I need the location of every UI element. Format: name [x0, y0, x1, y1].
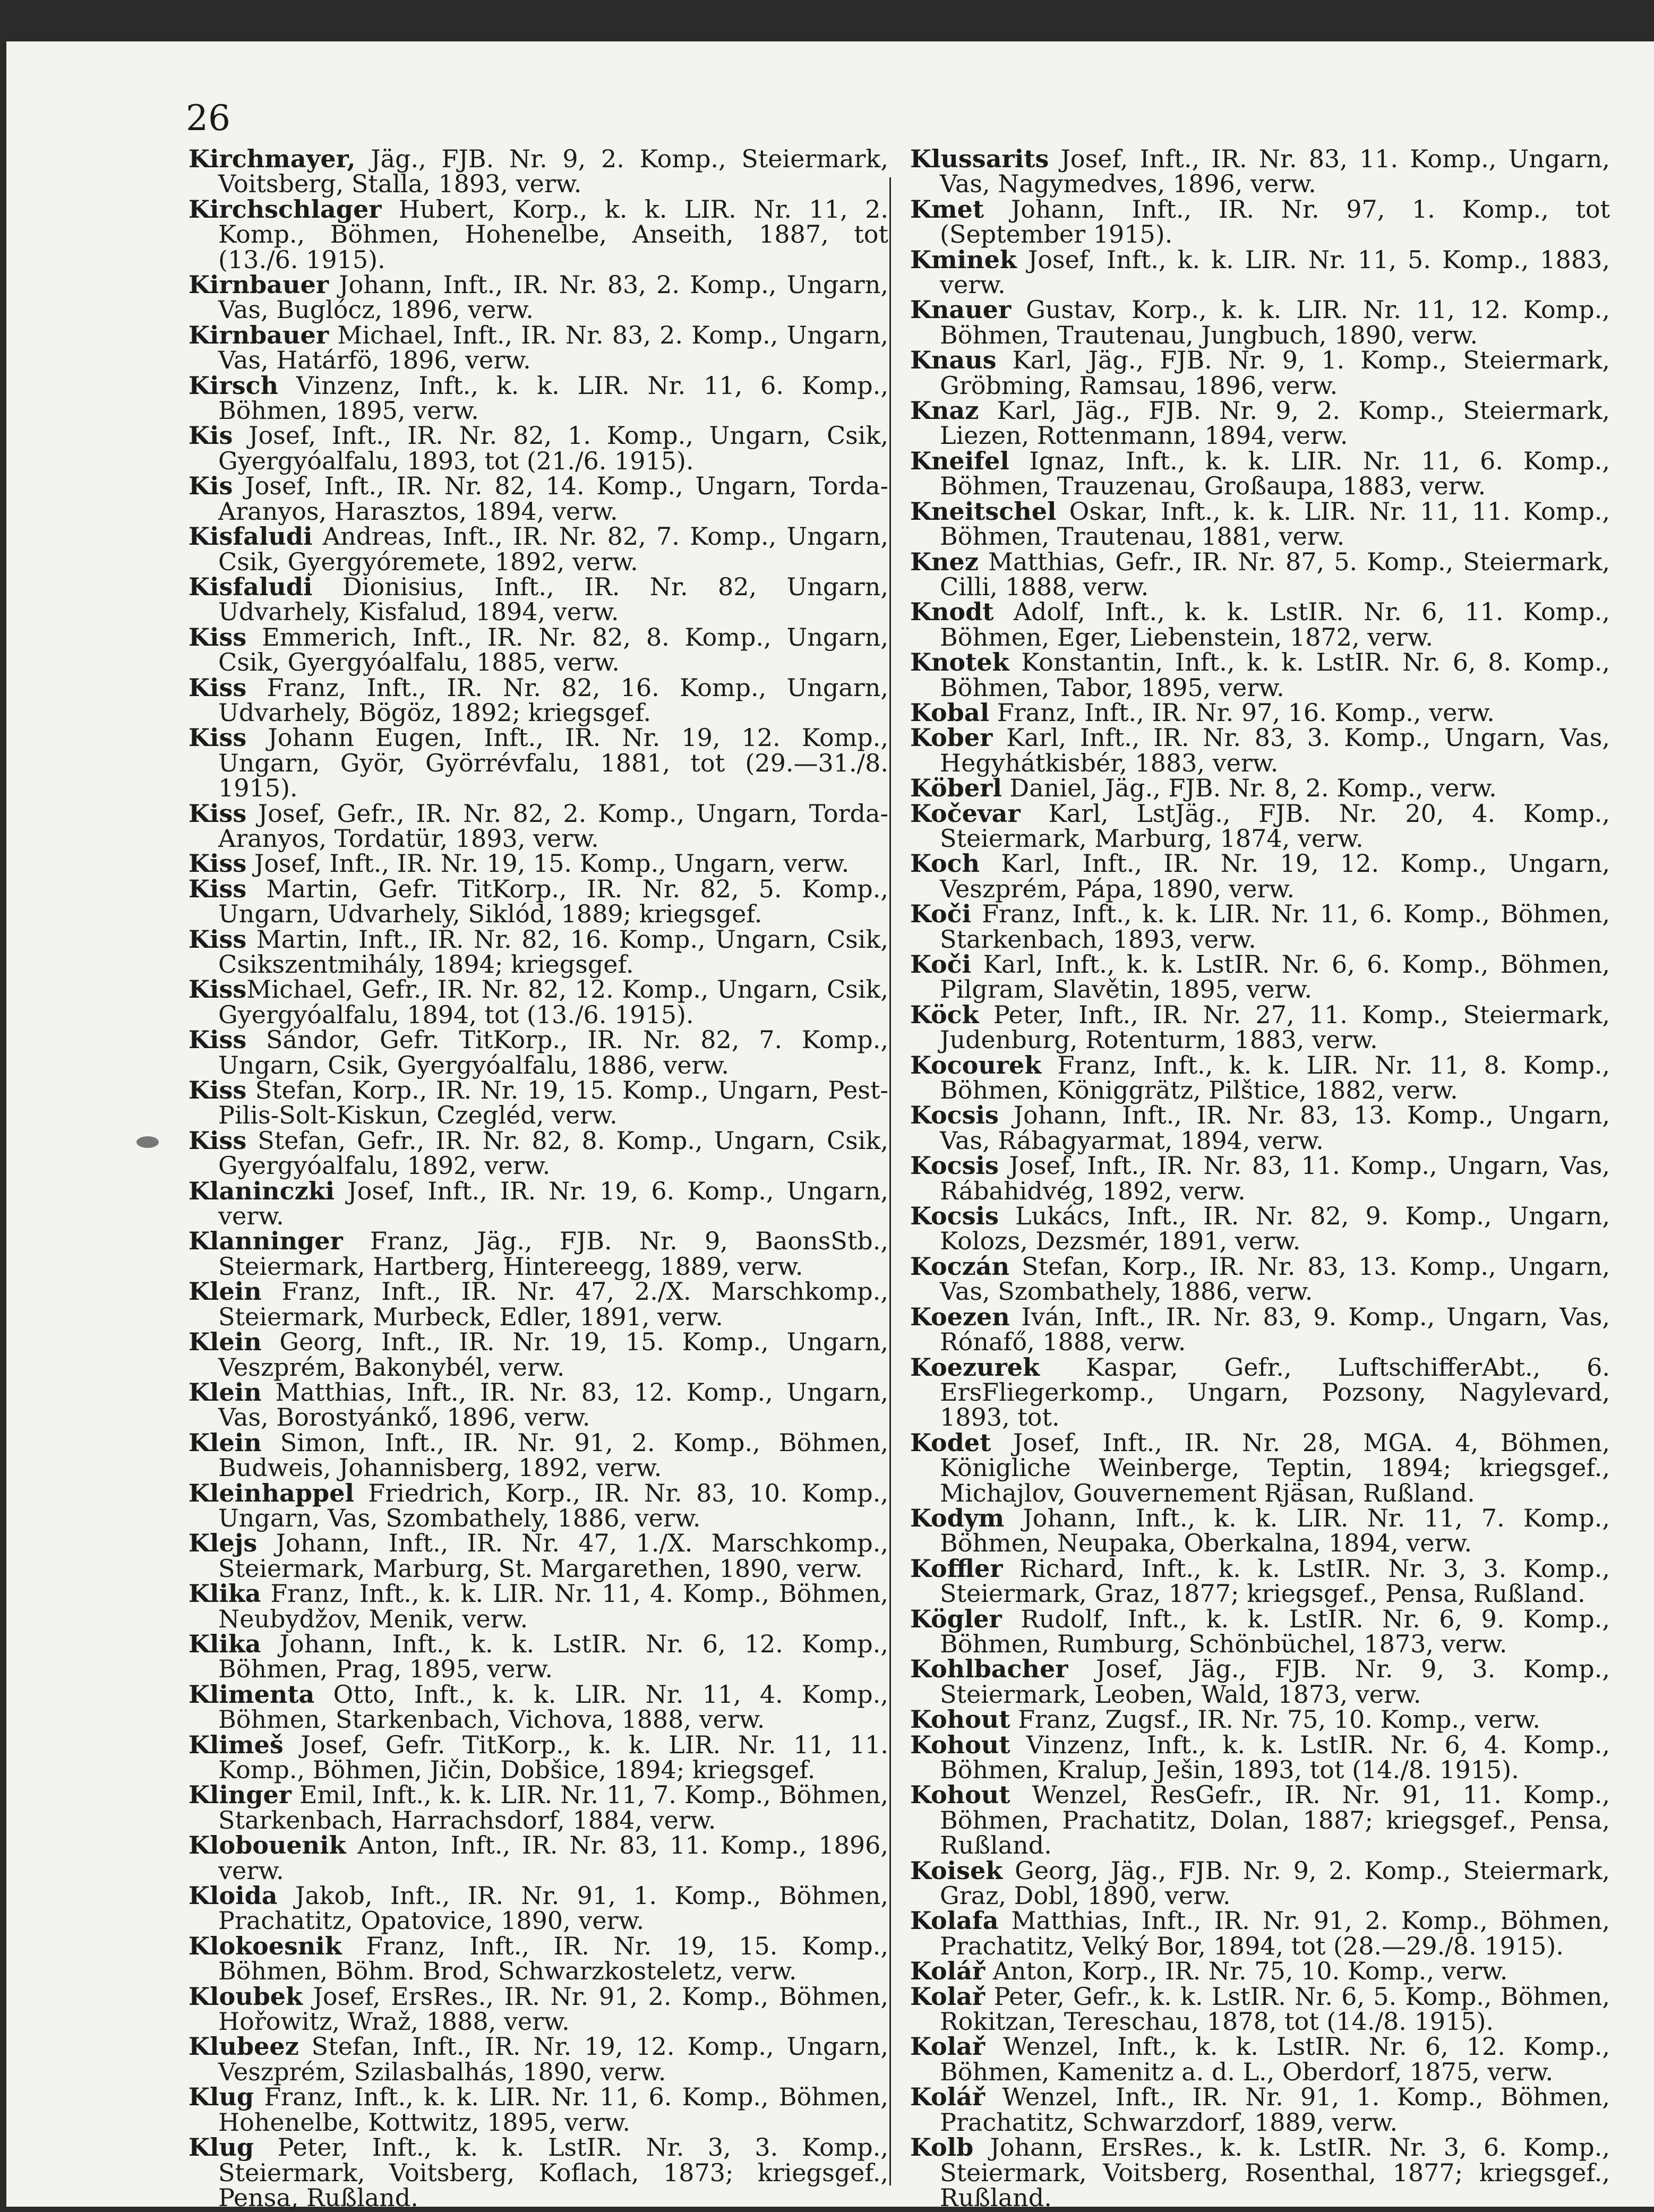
list-entry	[910, 446, 1610, 501]
entry-surname: Köck	[910, 1000, 979, 1029]
entry-surname: Klejs	[188, 1529, 258, 1558]
entry-surname: Kirsch	[188, 371, 279, 400]
entry-surname: Klein	[188, 1327, 262, 1357]
list-entry	[188, 194, 888, 274]
entry-surname: Knauer	[910, 295, 1012, 324]
entry-surname: Kohout	[910, 1730, 1010, 1759]
entry-surname: Kolb	[910, 2133, 974, 2162]
entry-surname: Kocsis	[910, 1202, 999, 1231]
entry-details: Emmerich, Inft., IR. Nr. 82, 8. Komp., Ungarn, Csik, Gyergyóalfalu, 1885, verw.	[218, 622, 888, 677]
entry-details: Matthias, Inft., IR. Nr. 83, 12. Komp., Ungarn, Vas, Borostyánkő, 1896, verw.	[218, 1377, 888, 1432]
entry-surname: Kiss	[188, 1076, 247, 1105]
entry-details: Jäg., FJB. Nr. 9, 2. Komp., Steiermark, Voitsberg, Stalla, 1893, verw.	[218, 144, 888, 199]
entry-details: Karl, Inft., IR. Nr. 19, 12. Komp., Ungarn, Veszprém, Pápa, 1890, verw.	[940, 849, 1610, 903]
entry-surname: Kodet	[910, 1428, 991, 1457]
list-entry	[910, 1959, 1610, 1984]
entry-surname: Kolář	[910, 1957, 985, 1986]
list-entry	[910, 700, 1610, 725]
list-entry	[910, 1707, 1610, 1732]
list-entry	[910, 776, 1610, 801]
entry-surname: Kirchschlager	[188, 194, 382, 224]
entry-details: Josef, Inft., IR. Nr. 28, MGA. 4, Böhmen, Königliche Weinberge, Teptin, 1894; kriegsgef., Michajlov, Gouvernement Rjäsan, Rußland.	[940, 1428, 1610, 1507]
list-entry	[188, 144, 888, 199]
list-entry	[910, 2135, 1610, 2210]
entry-details: Otto, Inft., k. k. LIR. Nr. 11, 4. Komp., Böhmen, Starkenbach, Vichova, 1888, verw.	[218, 1679, 888, 1734]
list-entry	[910, 650, 1610, 700]
list-entry	[188, 1531, 888, 1581]
list-entry	[188, 622, 888, 677]
list-entry	[910, 725, 1610, 776]
list-entry	[910, 247, 1610, 298]
entry-surname: Koezurek	[910, 1352, 1040, 1382]
list-entry	[188, 1327, 888, 1382]
list-entry	[910, 398, 1610, 449]
entry-details: Martin, Gefr. TitKorp., IR. Nr. 82, 5. Komp., Ungarn, Udvarhely, Siklód, 1889; kriegsgef.	[218, 874, 888, 929]
entry-surname: Klobouenik	[188, 1831, 346, 1860]
list-entry	[188, 1833, 888, 1883]
entry-details: Johann Eugen, Inft., IR. Nr. 19, 12. Komp., Ungarn, Györ, Györrévfalu, 1881, tot (29.—31./8. 1915).	[218, 723, 888, 803]
list-entry	[910, 1153, 1610, 1204]
entry-surname: Kisfaludi	[188, 572, 313, 601]
page-number: 26	[186, 98, 230, 139]
list-entry	[910, 1984, 1610, 2035]
entry-details: Andreas, Inft., IR. Nr. 82, 7. Komp., Ungarn, Csik, Gyergyóremete, 1892, verw.	[218, 522, 888, 576]
entry-surname: Kirnbauer	[188, 320, 329, 349]
list-entry	[910, 1556, 1610, 1607]
list-entry	[910, 1604, 1610, 1658]
entry-details: Franz, Inft., k. k. LIR. Nr. 11, 8. Komp., Böhmen, Königgrätz, Pilštice, 1882, verw.	[940, 1050, 1610, 1105]
entry-details: Franz, Inft., IR. Nr. 47, 2./X. Marschkomp., Steiermark, Murbeck, Edler, 1891, verw.	[218, 1277, 888, 1331]
list-entry	[910, 899, 1610, 954]
entry-details: Franz, Inft., k. k. LIR. Nr. 11, 6. Komp., Böhmen, Starkenbach, 1893, verw.	[940, 899, 1610, 954]
entry-surname: Kiss	[188, 975, 247, 1004]
entry-surname: Kiss	[188, 622, 247, 651]
list-entry	[910, 2034, 1610, 2085]
entry-details: Lukács, Inft., IR. Nr. 82, 9. Komp., Ungarn, Kolozs, Dezsmér, 1891, verw.	[940, 1202, 1610, 1256]
list-entry	[910, 1002, 1610, 1053]
entry-surname: Kis	[188, 471, 233, 501]
entry-details: Peter, Inft., k. k. LstIR. Nr. 3, 3. Komp., Steiermark, Voitsberg, Koflach, 1873; kriegsgef., Pensa, Rußland.	[218, 2133, 888, 2212]
entry-details: Josef, Inft., IR. Nr. 19, 6. Komp., Ungarn, verw.	[218, 1176, 888, 1231]
entry-details: Michael, Inft., IR. Nr. 83, 2. Komp., Ungarn, Vas, Határfö, 1896, verw.	[218, 320, 888, 375]
entry-details: Stefan, Inft., IR. Nr. 19, 12. Komp., Ungarn, Veszprém, Szilasbalhás, 1890, verw.	[218, 2032, 888, 2086]
entry-surname: Klein	[188, 1428, 262, 1457]
list-entry	[188, 1782, 888, 1833]
entry-surname: Knez	[910, 547, 979, 576]
list-entry	[188, 1984, 888, 2035]
list-entry	[188, 1883, 888, 1934]
entry-details: Friedrich, Korp., IR. Nr. 83, 10. Komp., Ungarn, Vas, Szombathely, 1886, verw.	[218, 1478, 888, 1532]
entry-details: Anton, Korp., IR. Nr. 75, 10. Komp., verw.	[985, 1957, 1508, 1986]
list-entry	[910, 851, 1610, 902]
entry-surname: Köberl	[910, 774, 1002, 803]
list-entry	[188, 2082, 888, 2137]
list-entry	[910, 1782, 1610, 1858]
list-entry	[910, 144, 1610, 199]
entry-details: Vinzenz, Inft., k. k. LstIR. Nr. 6, 4. Komp., Böhmen, Kralup, Ješin, 1893, tot (14./8. 1915).	[940, 1730, 1610, 1784]
list-entry	[188, 1730, 888, 1784]
entry-details: Oskar, Inft., k. k. LIR. Nr. 11, 11. Komp., Böhmen, Trautenau, 1881, verw.	[940, 496, 1610, 551]
entry-details: Karl, LstJäg., FJB. Nr. 20, 4. Komp., Steiermark, Marburg, 1874, verw.	[940, 799, 1610, 853]
entry-surname: Kohout	[910, 1705, 1010, 1734]
entry-details: Dionisius, Inft., IR. Nr. 82, Ungarn, Udvarhely, Kisfalud, 1894, verw.	[218, 572, 888, 627]
list-entry	[910, 1050, 1610, 1105]
entry-surname: Klika	[188, 1579, 261, 1608]
entry-details: Martin, Inft., IR. Nr. 82, 16. Komp., Ungarn, Csik, Csikszentmihály, 1894; kriegsgef.	[218, 924, 888, 979]
entry-details: Karl, Inft., IR. Nr. 83, 3. Komp., Ungarn, Vas, Hegyhátkisbér, 1883, verw.	[940, 723, 1610, 777]
list-entry	[188, 572, 888, 627]
entry-details: Iván, Inft., IR. Nr. 83, 9. Komp., Ungarn, Vas, Rónafő, 1888, verw.	[940, 1302, 1610, 1357]
entry-surname: Kocourek	[910, 1050, 1042, 1079]
entry-details: Sándor, Gefr. TitKorp., IR. Nr. 82, 7. Komp., Ungarn, Csik, Gyergyóalfalu, 1886, verw.	[218, 1025, 888, 1079]
entry-details: Peter, Gefr., k. k. LstIR. Nr. 6, 5. Komp., Böhmen, Rokitzan, Tereschau, 1878, tot (14./8. 1915).	[940, 1982, 1610, 2036]
entry-details: Kaspar, Gefr., LuftschifferAbt., 6. ErsFliegerkomp., Ungarn, Pozsony, Nagylevard, 1893, tot.	[940, 1352, 1610, 1432]
entry-details: Josef, Jäg., FJB. Nr. 9, 3. Komp., Steiermark, Leoben, Wald, 1873, verw.	[940, 1654, 1610, 1709]
entry-surname: Kiss	[188, 1126, 247, 1155]
list-entry	[188, 1176, 888, 1231]
entry-surname: Knaus	[910, 346, 997, 375]
list-entry	[910, 348, 1610, 398]
entry-details: Wenzel, Inft., IR. Nr. 91, 1. Komp., Böhmen, Prachatitz, Schwarzdorf, 1889, verw.	[940, 2082, 1610, 2137]
entry-surname: Klimeš	[188, 1730, 284, 1759]
entry-details: Simon, Inft., IR. Nr. 91, 2. Komp., Böhmen, Budweis, Johannisberg, 1892, verw.	[218, 1428, 888, 1482]
list-entry	[188, 874, 888, 929]
left-column	[188, 144, 888, 2212]
list-entry	[188, 423, 888, 474]
list-entry	[188, 675, 888, 726]
entry-surname: Kisfaludi	[188, 522, 313, 551]
entry-details: Josef, Gefr., IR. Nr. 82, 2. Komp., Ungarn, Torda-Aranyos, Tordatür, 1893, verw.	[218, 799, 888, 853]
entry-details: Franz, Inft., IR. Nr. 82, 16. Komp., Ungarn, Udvarhely, Bögöz, 1892; kriegsgef.	[218, 673, 888, 727]
entry-surname: Koči	[910, 899, 972, 929]
list-entry	[910, 952, 1610, 1002]
entry-surname: Kmet	[910, 194, 984, 224]
entry-details: Johann, Inft., k. k. LIR. Nr. 11, 7. Komp., Böhmen, Neupaka, Oberkalna, 1894, verw.	[940, 1503, 1610, 1558]
entry-details: Johann, Inft., IR. Nr. 83, 2. Komp., Ungarn, Vas, Buglócz, 1896, verw.	[218, 270, 888, 324]
entry-details: Johann, Inft., IR. Nr. 83, 13. Komp., Ungarn, Vas, Rábagyarmat, 1894, verw.	[940, 1101, 1610, 1155]
entry-details: Jakob, Inft., IR. Nr. 91, 1. Komp., Böhmen, Prachatitz, Opatovice, 1890, verw.	[218, 1881, 888, 1935]
entry-surname: Koči	[910, 950, 972, 979]
list-entry	[188, 1629, 888, 1684]
entry-details: Josef, Inft., IR. Nr. 19, 15. Komp., Ungarn, verw.	[246, 849, 850, 878]
entry-surname: Kiss	[188, 723, 247, 752]
entry-details: Karl, Jäg., FJB. Nr. 9, 2. Komp., Steiermark, Liezen, Rottenmann, 1894, verw.	[940, 396, 1610, 450]
list-entry	[188, 373, 888, 424]
entry-details: Stefan, Korp., IR. Nr. 83, 13. Komp., Ungarn, Vas, Szombathely, 1886, verw.	[940, 1251, 1610, 1306]
entry-details: Georg, Inft., IR. Nr. 19, 15. Komp., Ungarn, Veszprém, Bakonybél, verw.	[218, 1327, 888, 1382]
entry-details: Johann, Inft., IR. Nr. 47, 1./X. Marschkomp., Steiermark, Marburg, St. Margarethen, 1890, verw.	[218, 1529, 888, 1583]
entry-surname: Klug	[188, 2133, 254, 2162]
list-entry	[188, 471, 888, 526]
entry-details: Matthias, Inft., IR. Nr. 91, 2. Komp., Böhmen, Prachatitz, Velký Bor, 1894, tot (28.—29./8. 1915).	[940, 1906, 1610, 1960]
entry-details: Franz, Inft., IR. Nr. 97, 16. Komp., verw.	[989, 698, 1495, 727]
list-entry	[188, 977, 888, 1027]
entry-details: Ignaz, Inft., k. k. LIR. Nr. 11, 6. Komp., Böhmen, Trauzenau, Großaupa, 1883, verw.	[940, 446, 1610, 501]
list-entry	[910, 1430, 1610, 1506]
list-entry	[188, 524, 888, 575]
entry-details: Adolf, Inft., k. k. LstIR. Nr. 6, 11. Komp., Böhmen, Eger, Liebenstein, 1872, verw.	[940, 597, 1610, 651]
list-entry	[910, 1908, 1610, 1959]
entry-surname: Knaz	[910, 396, 979, 425]
entry-surname: Kögler	[910, 1604, 1002, 1633]
entry-details: Johann, Inft., IR. Nr. 97, 1. Komp., tot (September 1915).	[940, 194, 1610, 249]
list-entry	[188, 924, 888, 979]
list-entry	[188, 320, 888, 375]
entry-surname: Kiss	[188, 1025, 247, 1054]
entry-surname: Kocsis	[910, 1101, 999, 1130]
list-entry	[910, 1730, 1610, 1784]
entry-surname: Klanninger	[188, 1227, 343, 1256]
list-entry	[188, 1128, 888, 1179]
scanned-page	[6, 41, 1654, 2212]
entry-details: Anton, Inft., IR. Nr. 83, 11. Komp., 1896, verw.	[218, 1831, 888, 1885]
entry-details: Richard, Inft., k. k. LstIR. Nr. 3, 3. Komp., Steiermark, Graz, 1877; kriegsgef., Pensa, Rußland.	[940, 1554, 1610, 1608]
entry-details: Karl, Inft., k. k. LstIR. Nr. 6, 6. Komp., Böhmen, Pilgram, Slavětin, 1895, verw.	[940, 950, 1610, 1004]
entry-surname: Klokoesnik	[188, 1931, 342, 1960]
entry-details: Georg, Jäg., FJB. Nr. 9, 2. Komp., Steiermark, Graz, Dobl, 1890, verw.	[940, 1856, 1610, 1910]
list-entry	[910, 297, 1610, 348]
list-entry	[188, 1581, 888, 1632]
entry-details: Johann, Inft., k. k. LstIR. Nr. 6, 12. Komp., Böhmen, Prag, 1895, verw.	[218, 1629, 888, 1684]
entry-surname: Kloubek	[188, 1982, 303, 2011]
entry-details: Josef, Inft., IR. Nr. 82, 1. Komp., Ungarn, Csik, Gyergyóalfalu, 1893, tot (21./6. 1915).	[218, 421, 888, 475]
entry-details: Emil, Inft., k. k. LIR. Nr. 11, 7. Komp., Böhmen, Starkenbach, Harrachsdorf, 1884, verw.	[218, 1780, 888, 1834]
entry-surname: Knotek	[910, 648, 1009, 677]
list-entry	[188, 1027, 888, 1078]
entry-details: Johann, ErsRes., k. k. LstIR. Nr. 3, 6. Komp., Steiermark, Voitsberg, Rosenthal, 1877; kriegsgef., Rußland.	[940, 2133, 1610, 2212]
entry-surname: Kohout	[910, 1780, 1010, 1810]
list-entry	[910, 1204, 1610, 1254]
entry-surname: Kolafa	[910, 1906, 999, 1935]
entry-details: Matthias, Gefr., IR. Nr. 87, 5. Komp., Steiermark, Cilli, 1888, verw.	[940, 547, 1610, 601]
list-entry	[188, 1478, 888, 1532]
right-column	[910, 144, 1610, 2212]
list-entry	[188, 1679, 888, 1734]
list-entry	[188, 1229, 888, 1279]
entry-details: Josef, Inft., IR. Nr. 83, 11. Komp., Ungarn, Vas, Rábahidvég, 1892, verw.	[940, 1151, 1610, 1205]
entry-surname: Kodym	[910, 1503, 1005, 1532]
entry-surname: Kiss	[188, 673, 247, 702]
entry-surname: Kminek	[910, 245, 1017, 274]
entry-surname: Klein	[188, 1277, 262, 1306]
entry-surname: Kocsis	[910, 1151, 999, 1180]
entry-surname: Kočevar	[910, 799, 1021, 828]
entry-surname: Kolař	[910, 1982, 985, 2011]
list-entry	[188, 1279, 888, 1330]
entry-surname: Kiss	[188, 849, 247, 878]
list-entry	[188, 1430, 888, 1481]
list-entry	[910, 1302, 1610, 1357]
entry-surname: Kolář	[910, 2082, 985, 2112]
entry-details: Konstantin, Inft., k. k. LstIR. Nr. 6, 8. Komp., Böhmen, Tabor, 1895, verw.	[940, 648, 1610, 702]
list-entry	[188, 725, 888, 801]
entry-surname: Koisek	[910, 1856, 1003, 1885]
list-entry	[910, 1352, 1610, 1432]
list-entry	[910, 547, 1610, 601]
entry-surname: Klika	[188, 1629, 261, 1658]
entry-surname: Koch	[910, 849, 980, 878]
list-entry	[910, 1858, 1610, 1909]
entry-surname: Klaninczki	[188, 1176, 335, 1205]
entry-details: Wenzel, ResGefr., IR. Nr. 91, 11. Komp., Böhmen, Prachatitz, Dolan, 1887; kriegsgef., Pensa, Rußland.	[940, 1780, 1610, 1860]
entry-surname: Koezen	[910, 1302, 1010, 1331]
list-entry	[910, 801, 1610, 852]
entry-details: Franz, Inft., k. k. LIR. Nr. 11, 6. Komp., Böhmen, Hohenelbe, Kottwitz, 1895, verw.	[218, 2082, 888, 2137]
entry-details: Hubert, Korp., k. k. LIR. Nr. 11, 2. Komp., Böhmen, Hohenelbe, Anseith, 1887, tot (13./6. 1915).	[218, 194, 888, 274]
entry-details: Stefan, Korp., IR. Nr. 19, 15. Komp., Ungarn, Pest-Pilis-Solt-Kiskun, Czegléd, verw.	[218, 1076, 888, 1130]
entry-surname: Kneifel	[910, 446, 1009, 475]
list-entry	[910, 1654, 1610, 1709]
entry-surname: Klein	[188, 1377, 262, 1407]
entry-details: Vinzenz, Inft., k. k. LIR. Nr. 11, 6. Komp., Böhmen, 1895, verw.	[218, 371, 888, 425]
entry-details: Wenzel, Inft., k. k. LstIR. Nr. 6, 12. Komp., Böhmen, Kamenitz a. d. L., Oberdorf, 1875, verw.	[940, 2032, 1610, 2086]
entry-surname: Kloida	[188, 1881, 278, 1910]
entry-details: Franz, Inft., k. k. LIR. Nr. 11, 4. Komp., Böhmen, Neubydžov, Menik, verw.	[218, 1579, 888, 1633]
entry-details: Franz, Inft., IR. Nr. 19, 15. Komp., Böhmen, Böhm. Brod, Schwarzkosteletz, verw.	[218, 1931, 888, 1986]
list-entry	[188, 851, 888, 876]
entry-details: Josef, Gefr. TitKorp., k. k. LIR. Nr. 11, 11. Komp., Böhmen, Jičin, Dobšice, 1894; kriegsgef.	[218, 1730, 888, 1784]
entry-surname: Klug	[188, 2082, 254, 2112]
entry-surname: Kiss	[188, 799, 247, 828]
list-entry	[188, 2135, 888, 2210]
entry-surname: Klimenta	[188, 1679, 315, 1709]
list-entry	[188, 801, 888, 852]
entry-surname: Kober	[910, 723, 993, 752]
list-entry	[188, 1078, 888, 1128]
entry-surname: Koffler	[910, 1554, 1003, 1583]
entry-surname: Kohlbacher	[910, 1654, 1068, 1684]
list-entry	[910, 2082, 1610, 2137]
entry-surname: Kiss	[188, 874, 247, 903]
entry-surname: Kiss	[188, 924, 247, 954]
list-entry	[910, 1503, 1610, 1558]
ink-blot	[136, 1136, 159, 1148]
list-entry	[188, 1931, 888, 1986]
entry-details: Josef, ErsRes., IR. Nr. 91, 2. Komp., Böhmen, Hořowitz, Wraž, 1888, verw.	[218, 1982, 888, 2036]
entry-details: Josef, Inft., IR. Nr. 82, 14. Komp., Ungarn, Torda-Aranyos, Harasztos, 1894, verw.	[218, 471, 888, 526]
entry-details: Rudolf, Inft., k. k. LstIR. Nr. 6, 9. Komp., Böhmen, Rumburg, Schönbüchel, 1873, verw.	[940, 1604, 1610, 1658]
entry-surname: Kneitschel	[910, 496, 1057, 526]
entry-surname: Kirchmayer,	[188, 144, 356, 173]
entry-details: Franz, Zugsf., IR. Nr. 75, 10. Komp., verw.	[1010, 1705, 1540, 1734]
entry-surname: Knodt	[910, 597, 994, 627]
entry-details: Josef, Inft., IR. Nr. 83, 11. Komp., Ungarn, Vas, Nagymedves, 1896, verw.	[940, 144, 1610, 199]
entry-surname: Kis	[188, 421, 233, 450]
entry-details: Daniel, Jäg., FJB. Nr. 8, 2. Komp., verw.	[1001, 774, 1497, 803]
entry-surname: Klubeez	[188, 2032, 299, 2061]
entry-details: Gustav, Korp., k. k. LIR. Nr. 11, 12. Komp., Böhmen, Trautenau, Jungbuch, 1890, verw.	[940, 295, 1610, 349]
entry-surname: Kirnbauer	[188, 270, 329, 299]
list-entry	[188, 1377, 888, 1432]
list-entry	[188, 272, 888, 323]
entry-details: Peter, Inft., IR. Nr. 27, 11. Komp., Steiermark, Judenburg, Rotenturm, 1883, verw.	[940, 1000, 1610, 1054]
entry-details: Franz, Jäg., FJB. Nr. 9, BaonsStb., Steiermark, Hartberg, Hintereegg, 1889, verw.	[218, 1227, 888, 1281]
column-divider	[889, 177, 891, 2185]
entry-surname: Kobal	[910, 698, 990, 727]
entry-details: Stefan, Gefr., IR. Nr. 82, 8. Komp., Ungarn, Csik, Gyergyóalfalu, 1892, verw.	[218, 1126, 888, 1180]
list-entry	[188, 2034, 888, 2085]
entry-details: Karl, Jäg., FJB. Nr. 9, 1. Komp., Steiermark, Gröbming, Ramsau, 1896, verw.	[940, 346, 1610, 400]
entry-surname: Kolař	[910, 2032, 985, 2061]
list-entry	[910, 496, 1610, 551]
list-entry	[910, 194, 1610, 249]
list-entry	[910, 1251, 1610, 1306]
list-entry	[910, 599, 1610, 650]
entry-details: Josef, Inft., k. k. LIR. Nr. 11, 5. Komp., 1883, verw.	[940, 245, 1610, 299]
list-entry	[910, 1103, 1610, 1153]
entry-surname: Klinger	[188, 1780, 292, 1810]
entry-details: Michael, Gefr., IR. Nr. 82, 12. Komp., Ungarn, Csik, Gyergyóalfalu, 1894, tot (13./6. 1915).	[218, 975, 888, 1029]
entry-surname: Kleinhappel	[188, 1478, 354, 1507]
entry-surname: Klussarits	[910, 144, 1049, 173]
entry-surname: Koczán	[910, 1251, 1010, 1281]
